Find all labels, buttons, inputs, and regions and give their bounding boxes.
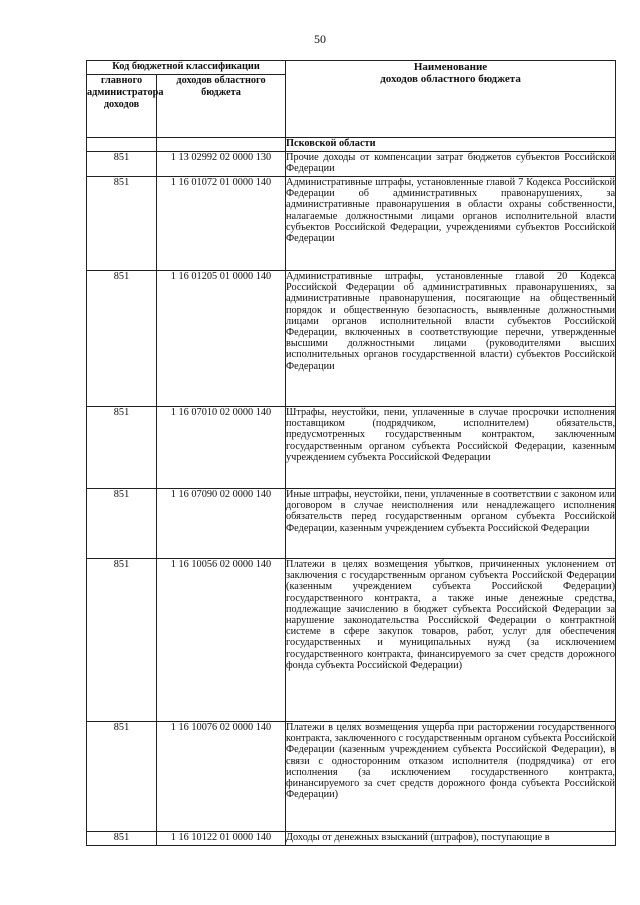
page-number: 50 <box>314 32 326 46</box>
revenue-description: Административные штрафы, установленные главой 20 Кодекса Российской Федерации об административных правонарушениях, за административные правонарушения, посягающие на общественный порядок и общественную безопасность, выявленные должностными лицами органов исполнительной власти субъектов Российской Федерации, включенных в соответствующие перечни, утвержденные высшими должностными лицами (руководителями высших исполнительных органов государственной власти) субъектов Российской Федерации <box>286 271 616 407</box>
revenue-description: Доходы от денежных взысканий (штрафов), поступающие в <box>286 832 616 846</box>
header-revenue-name <box>286 61 616 138</box>
budget-classification-table <box>86 60 616 846</box>
revenue-code: 1 16 01205 01 0000 140 <box>157 271 286 407</box>
revenue-code: 1 16 07090 02 0000 140 <box>157 489 286 559</box>
table-row <box>87 489 616 559</box>
revenue-code: 1 16 10056 02 0000 140 <box>157 559 286 722</box>
header-chief-administrator: главного администратора доходов <box>87 75 157 138</box>
header-budget-classification-code: Код бюджетной классификации <box>87 61 286 75</box>
table-row <box>87 271 616 407</box>
revenue-description: Прочие доходы от компенсации затрат бюджетов субъектов Российской Федерации <box>286 152 616 177</box>
admin-code: 851 <box>87 722 157 832</box>
section-title: Псковской области <box>286 138 616 152</box>
admin-code: 851 <box>87 152 157 177</box>
admin-code: 851 <box>87 832 157 846</box>
header-regional-budget-revenue: доходов областного бюджета <box>157 75 286 138</box>
revenue-code: 1 16 10076 02 0000 140 <box>157 722 286 832</box>
section-admin-cell <box>87 138 157 152</box>
table-row <box>87 722 616 832</box>
table-row <box>87 177 616 271</box>
admin-code: 851 <box>87 489 157 559</box>
table-row <box>87 407 616 489</box>
revenue-code: 1 16 07010 02 0000 140 <box>157 407 286 489</box>
header-revenue-name-line1: Наименование <box>413 61 488 73</box>
revenue-description: Штрафы, неустойки, пени, уплаченные в случае просрочки исполнения поставщиком (подрядчиком, исполнителем) обязательств, предусмотренных государственным контрактом, заключенным государственным органом субъекта Российской Федерации, казенным учреждением субъекта Российской Федерации <box>286 407 616 489</box>
table-row <box>87 832 616 846</box>
admin-code: 851 <box>87 271 157 407</box>
revenue-description: Иные штрафы, неустойки, пени, уплаченные в соответствии с законом или договором в случае неисполнения или ненадлежащего исполнения обязательств перед государственным органом субъекта Российской Федерации, казенным учреждением субъекта Российской Федерации <box>286 489 616 559</box>
header-revenue-name-line2: доходов областного бюджета <box>380 73 521 85</box>
table-row-section <box>87 138 616 152</box>
table-row <box>87 559 616 722</box>
revenue-code: 1 16 10122 01 0000 140 <box>157 832 286 846</box>
table-row <box>87 152 616 177</box>
admin-code: 851 <box>87 407 157 489</box>
admin-code: 851 <box>87 177 157 271</box>
admin-code: 851 <box>87 559 157 722</box>
section-code-cell <box>157 138 286 152</box>
revenue-description: Платежи в целях возмещения убытков, причиненных уклонением от заключения с государственным органом субъекта Российской Федерации (казенным учреждением субъекта Российской Федерации) государственного контракта, а также иные денежные средства, подлежащие зачислению в бюджет субъекта Российской Федерации за нарушение законодательства Российской Федерации о контрактной системе в сфере закупок товаров, работ, услуг для обеспечения государственных и муниципальных нужд (за исключением государственного контракта, финансируемого за счет средств дорожного фонда субъекта Российской Федерации) <box>286 559 616 722</box>
revenue-description: Административные штрафы, установленные главой 7 Кодекса Российской Федерации об административных правонарушениях, за административные правонарушения в области охраны собственности, налагаемые должностными лицами органов исполнительной власти субъектов Российской Федерации, учреждениями субъектов Российской Федерации <box>286 177 616 271</box>
revenue-code: 1 13 02992 02 0000 130 <box>157 152 286 177</box>
revenue-code: 1 16 01072 01 0000 140 <box>157 177 286 271</box>
revenue-description: Платежи в целях возмещения ущерба при расторжении государственного контракта, заключенного с государственным органом субъекта Российской Федерации (казенным учреждением субъекта Российской Федерации), в связи с односторонним отказом исполнителя (подрядчика) от его исполнения (за исключением государственного контракта, финансируемого за счет средств дорожного фонда субъекта Российской Федерации) <box>286 722 616 832</box>
